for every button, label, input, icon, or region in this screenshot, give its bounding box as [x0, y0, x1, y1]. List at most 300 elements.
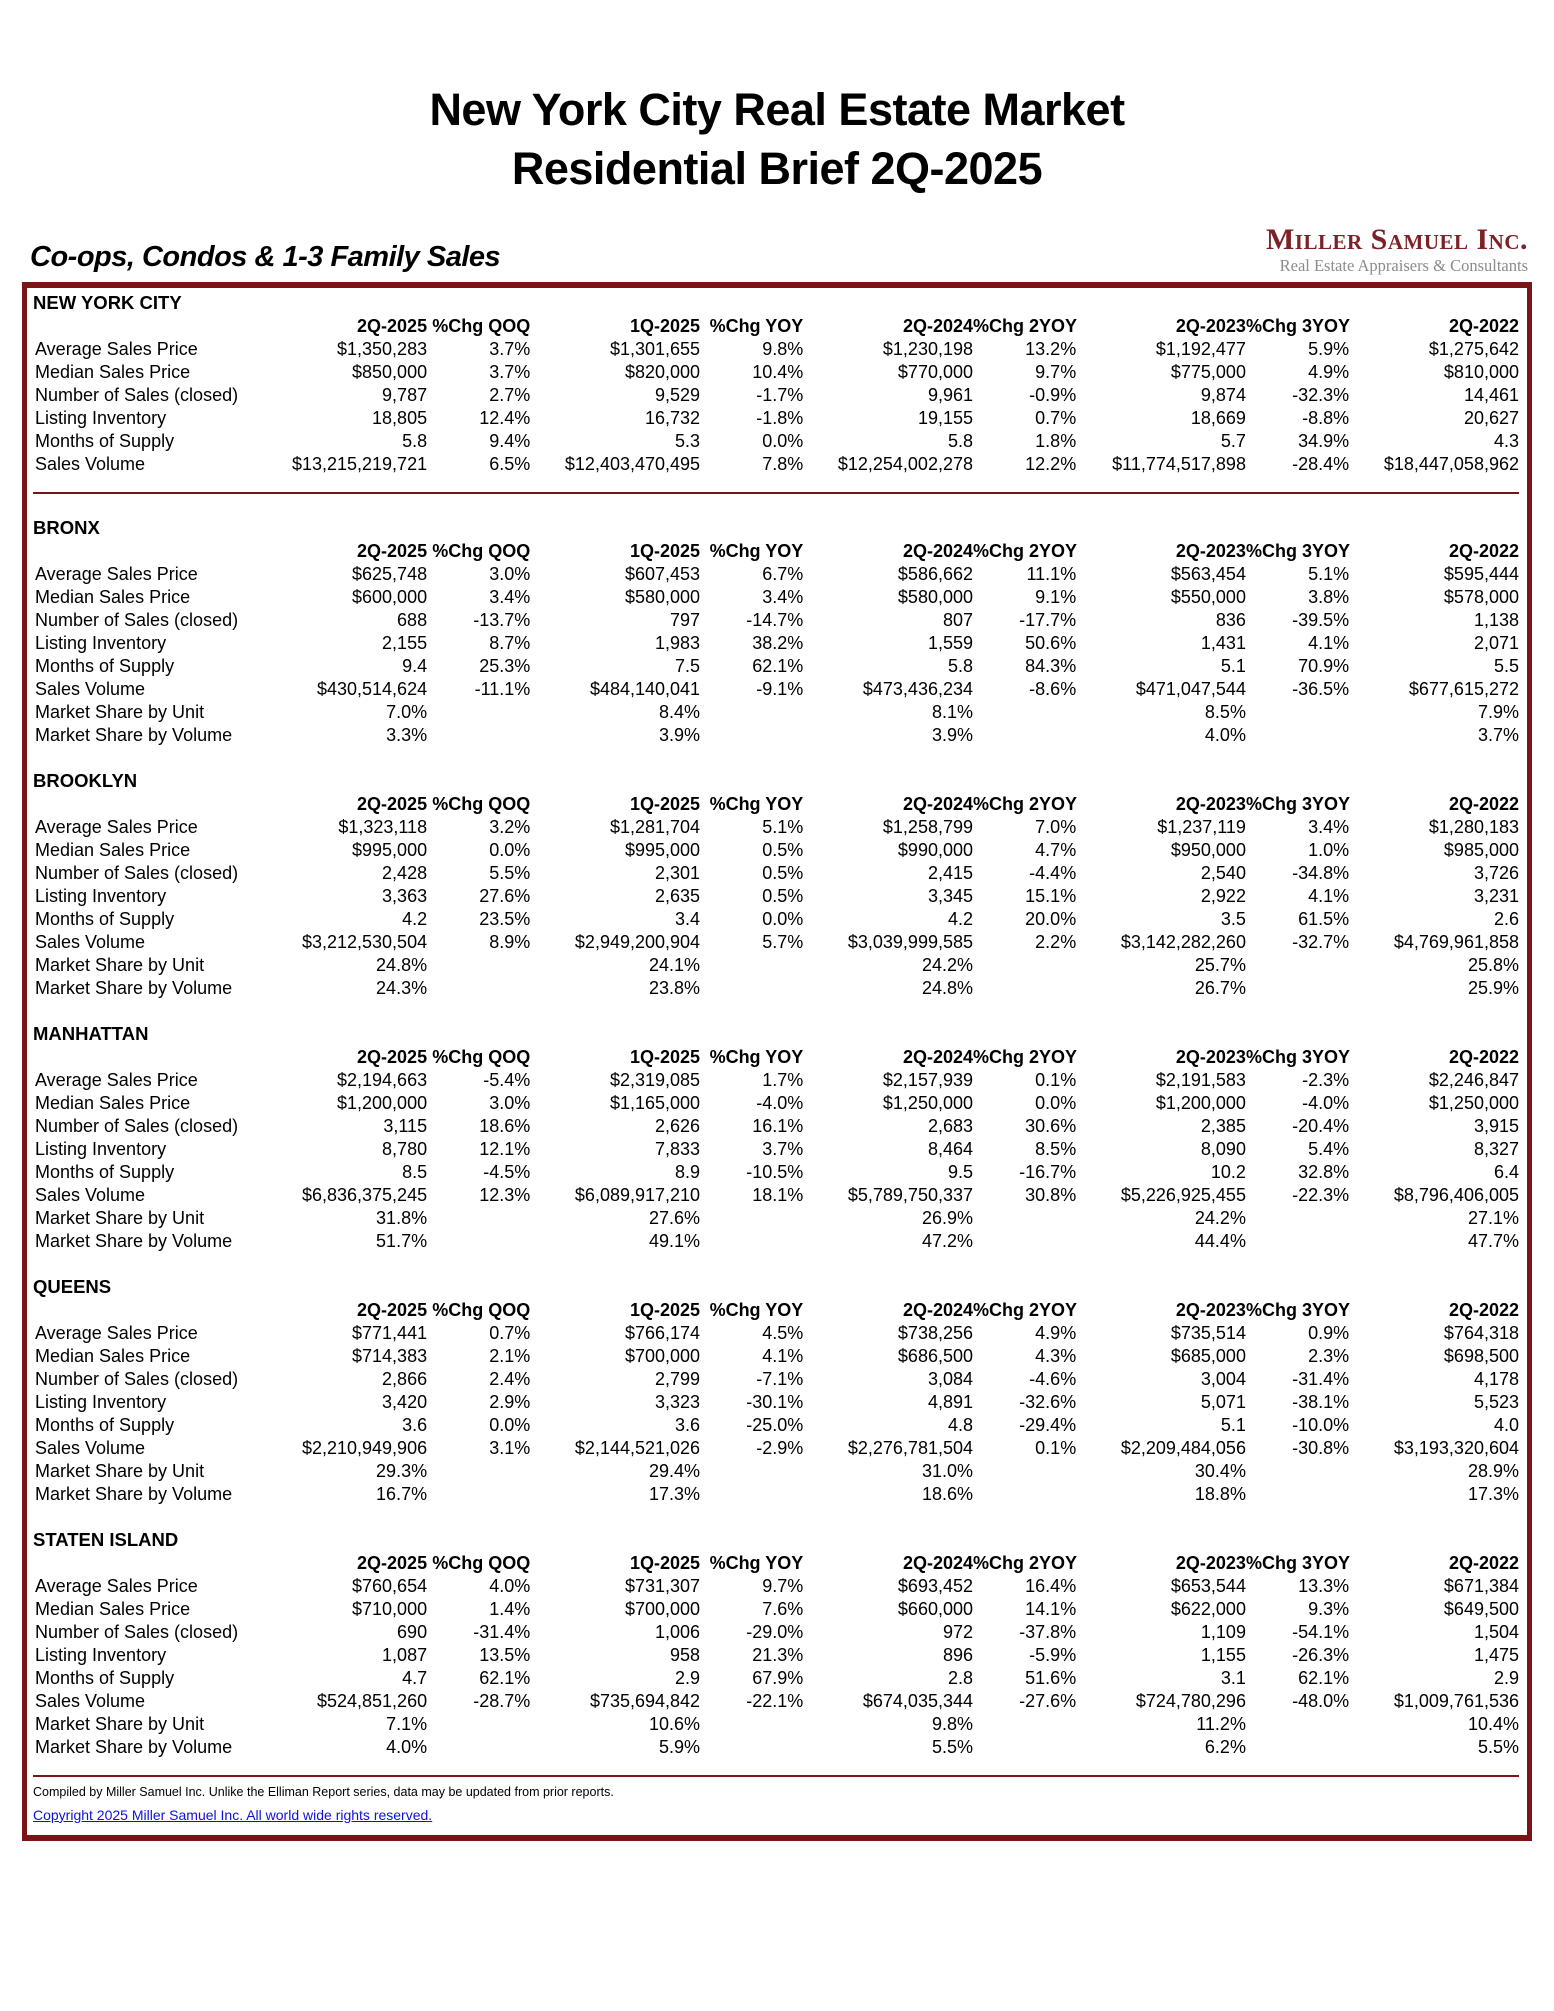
- cell: 0.0%: [489, 839, 531, 860]
- table-row: [33, 1621, 1519, 1644]
- cell: [700, 701, 803, 724]
- cell: 8.7%: [489, 632, 531, 653]
- report-footer: [33, 1775, 1519, 1825]
- cell: 4,891: [927, 1391, 973, 1412]
- cell: 24.1%: [649, 954, 701, 975]
- cell: 4.1%: [1308, 632, 1350, 653]
- column-header-row: [33, 540, 1519, 563]
- cell: $995,000: [624, 839, 701, 860]
- column-header: 1Q-2025: [629, 1299, 701, 1320]
- table-row: [33, 586, 1519, 609]
- row-label: Market Share by Volume: [35, 1230, 233, 1251]
- row-label: Average Sales Price: [35, 1322, 198, 1343]
- cell: 3.8%: [1308, 586, 1350, 607]
- table-row: [33, 1184, 1519, 1207]
- cell: 2.9: [1493, 1667, 1519, 1688]
- cell: $1,009,761,536: [1393, 1690, 1519, 1711]
- cell: $677,615,272: [1408, 678, 1519, 699]
- cell: 3,915: [1473, 1115, 1519, 1136]
- cell: $990,000: [897, 839, 973, 860]
- cell: $471,047,544: [1135, 678, 1246, 699]
- cell: $563,454: [1170, 563, 1246, 584]
- cell: 4.9%: [1035, 1322, 1077, 1343]
- cell: 5.3: [675, 430, 701, 451]
- cell: 1,431: [1200, 632, 1246, 653]
- cell: [700, 977, 803, 1000]
- row-label: Sales Volume: [35, 931, 146, 952]
- row-label: Months of Supply: [35, 908, 175, 929]
- cell: [973, 977, 1076, 1000]
- cell: 9.3%: [1308, 1598, 1350, 1619]
- column-header: 2Q-2022: [1448, 540, 1519, 561]
- cell: $693,452: [897, 1575, 973, 1596]
- cell: 1,138: [1473, 609, 1519, 630]
- cell: 8.5%: [1035, 1138, 1077, 1159]
- corner-cell: [33, 315, 257, 338]
- cell: -28.4%: [1292, 453, 1350, 474]
- cell: 5.1%: [1308, 563, 1350, 584]
- cell: [973, 724, 1076, 747]
- table-row: [33, 453, 1519, 476]
- cell: 1.0%: [1308, 839, 1350, 860]
- cell: $2,246,847: [1428, 1069, 1519, 1090]
- cell: -14.7%: [746, 609, 804, 630]
- cell: -9.1%: [756, 678, 804, 699]
- cell: 29.4%: [649, 1460, 701, 1481]
- column-header: %Chg 2YOY: [973, 540, 1078, 561]
- column-header: %Chg 3YOY: [1245, 1299, 1350, 1320]
- section-brooklyn: [33, 769, 1519, 1000]
- corner-cell: [33, 1046, 257, 1069]
- corner-cell: [33, 793, 257, 816]
- cell: $1,192,477: [1155, 338, 1246, 359]
- cell: 3.3%: [386, 724, 428, 745]
- table-row: [33, 632, 1519, 655]
- cell: -8.8%: [1302, 407, 1350, 428]
- column-header: %Chg YOY: [709, 540, 804, 561]
- cell: $770,000: [897, 361, 973, 382]
- column-header: 1Q-2025: [629, 315, 701, 336]
- cell: 0.7%: [1035, 407, 1077, 428]
- cell: 0.5%: [762, 885, 804, 906]
- cell: 18.6%: [921, 1483, 973, 1504]
- cell: -17.7%: [1019, 609, 1077, 630]
- cell: 836: [1215, 609, 1246, 630]
- row-label: Number of Sales (closed): [35, 384, 239, 405]
- cell: 4.8: [947, 1414, 973, 1435]
- cell: $995,000: [352, 839, 428, 860]
- cell: $1,200,000: [1155, 1092, 1246, 1113]
- row-label: Market Share by Volume: [35, 1483, 233, 1504]
- cell: [427, 1207, 530, 1230]
- table-row: [33, 563, 1519, 586]
- cell: 2.3%: [1308, 1345, 1350, 1366]
- cell: 2,415: [927, 862, 973, 883]
- cell: 24.8%: [376, 954, 428, 975]
- cell: -8.6%: [1029, 678, 1077, 699]
- cell: [973, 1460, 1076, 1483]
- table-row: [33, 1713, 1519, 1736]
- table-row: [33, 1575, 1519, 1598]
- cell: $700,000: [624, 1345, 701, 1366]
- cell: 2,428: [382, 862, 428, 883]
- section-title: STATEN ISLAND: [33, 1528, 179, 1550]
- section-title: QUEENS: [33, 1275, 112, 1297]
- cell: $1,258,799: [882, 816, 973, 837]
- cell: $1,237,119: [1157, 816, 1246, 837]
- cell: 2.9%: [489, 1391, 531, 1412]
- cell: 5.1%: [762, 816, 804, 837]
- cell: 0.0%: [762, 908, 804, 929]
- cell: $685,000: [1170, 1345, 1246, 1366]
- cell: 9.1%: [1035, 586, 1077, 607]
- table-row: [33, 954, 1519, 977]
- cell: 4.1%: [762, 1345, 804, 1366]
- cell: 13.2%: [1025, 338, 1077, 359]
- cell: 896: [942, 1644, 973, 1665]
- column-header: %Chg 2YOY: [973, 793, 1078, 814]
- cell: 3.4%: [1308, 816, 1350, 837]
- corner-cell: [33, 1299, 257, 1322]
- row-label: Number of Sales (closed): [35, 1115, 239, 1136]
- cell: 0.5%: [762, 862, 804, 883]
- cell: $595,444: [1443, 563, 1519, 584]
- cell: -1.8%: [756, 407, 804, 428]
- cell: 5.4%: [1308, 1138, 1350, 1159]
- cell: 17.3%: [1467, 1483, 1519, 1504]
- cell: $686,500: [897, 1345, 973, 1366]
- cell: 25.8%: [1467, 954, 1519, 975]
- cell: 5.9%: [659, 1736, 701, 1757]
- cell: 8,090: [1200, 1138, 1246, 1159]
- footnote: Compiled by Miller Samuel Inc. Unlike the Elliman Report series, data may be updated from prior reports.: [33, 1784, 614, 1799]
- row-label: Market Share by Unit: [35, 1713, 205, 1734]
- row-label: Sales Volume: [35, 453, 146, 474]
- cell: 3,084: [927, 1368, 973, 1389]
- table-row: [33, 1092, 1519, 1115]
- cell: 4.9%: [1308, 361, 1350, 382]
- cell: $580,000: [897, 586, 973, 607]
- cell: 3.5: [1220, 908, 1246, 929]
- cell: [700, 1460, 803, 1483]
- cell: 2,071: [1473, 632, 1519, 653]
- cell: [973, 1207, 1076, 1230]
- cell: 14,461: [1463, 384, 1519, 405]
- table-row: [33, 1161, 1519, 1184]
- cell: 9.7%: [762, 1575, 804, 1596]
- row-label: Median Sales Price: [35, 361, 191, 382]
- cell: 24.2%: [921, 954, 973, 975]
- row-label: Listing Inventory: [35, 632, 167, 653]
- column-header: %Chg 2YOY: [973, 315, 1078, 336]
- cell: 5.1: [1220, 1414, 1246, 1435]
- column-header-row: [33, 793, 1519, 816]
- cell: 1.7%: [762, 1069, 804, 1090]
- corner-cell: [33, 1552, 257, 1575]
- section-bronx: [33, 516, 1519, 747]
- cell: $771,441: [352, 1322, 428, 1343]
- cell: 688: [397, 609, 428, 630]
- row-label: Sales Volume: [35, 1437, 146, 1458]
- cell: 0.1%: [1035, 1069, 1077, 1090]
- column-header: %Chg 3YOY: [1245, 1046, 1350, 1067]
- cell: [427, 954, 530, 977]
- row-label: Market Share by Unit: [35, 1460, 205, 1481]
- cell: 44.4%: [1194, 1230, 1246, 1251]
- subhead-row: [0, 198, 1554, 282]
- cell: 13.3%: [1298, 1575, 1350, 1596]
- cell: -32.3%: [1292, 384, 1350, 405]
- cell: $3,193,320,604: [1393, 1437, 1519, 1458]
- row-label: Median Sales Price: [35, 1598, 191, 1619]
- cell: 5.8: [947, 430, 973, 451]
- column-header: %Chg QOQ: [432, 1046, 531, 1067]
- cell: 9,874: [1200, 384, 1246, 405]
- cell: 6.5%: [489, 453, 531, 474]
- cell: $8,796,406,005: [1393, 1184, 1519, 1205]
- cell: 23.8%: [649, 977, 701, 998]
- table-row: [33, 931, 1519, 954]
- cell: 3.7%: [489, 338, 531, 359]
- cell: -0.9%: [1029, 384, 1077, 405]
- cell: 19,155: [917, 407, 973, 428]
- column-header: %Chg YOY: [709, 1046, 804, 1067]
- cell: $600,000: [352, 586, 428, 607]
- column-header: %Chg 3YOY: [1245, 315, 1350, 336]
- column-header: 1Q-2025: [629, 1552, 701, 1573]
- cell: 0.9%: [1308, 1322, 1350, 1343]
- table-row: [33, 1345, 1519, 1368]
- table-row: [33, 1644, 1519, 1667]
- cell: 4.3%: [1035, 1345, 1077, 1366]
- cell: 3.0%: [489, 563, 531, 584]
- copyright-link[interactable]: Copyright 2025 Miller Samuel Inc. All world wide rights reserved.: [33, 1806, 433, 1823]
- cell: -39.5%: [1292, 609, 1350, 630]
- cell: 2,683: [927, 1115, 973, 1136]
- cell: 6.2%: [1204, 1736, 1246, 1757]
- row-label: Market Share by Unit: [35, 1207, 205, 1228]
- cell: -30.1%: [746, 1391, 804, 1412]
- row-label: Months of Supply: [35, 655, 175, 676]
- column-header: %Chg 2YOY: [973, 1046, 1078, 1067]
- cell: 25.9%: [1467, 977, 1519, 998]
- cell: $1,200,000: [337, 1092, 428, 1113]
- row-label: Number of Sales (closed): [35, 862, 239, 883]
- cell: $1,323,118: [338, 816, 428, 837]
- cell: 84.3%: [1025, 655, 1077, 676]
- table-row: [33, 1207, 1519, 1230]
- cell: 30.4%: [1194, 1460, 1246, 1481]
- table-row: [33, 1736, 1519, 1759]
- cell: 3.4%: [762, 586, 804, 607]
- column-header: %Chg 3YOY: [1245, 540, 1350, 561]
- cell: $5,789,750,337: [847, 1184, 973, 1205]
- cell: 7.0%: [1035, 816, 1077, 837]
- cell: [700, 1713, 803, 1736]
- row-label: Market Share by Unit: [35, 701, 205, 722]
- cell: $760,654: [352, 1575, 428, 1596]
- cell: 4.1%: [1308, 885, 1350, 906]
- cell: $2,276,781,504: [847, 1437, 973, 1458]
- cell: -20.4%: [1292, 1115, 1350, 1136]
- cell: $3,142,282,260: [1120, 931, 1246, 952]
- cell: 12.1%: [479, 1138, 531, 1159]
- cell: $671,384: [1443, 1575, 1519, 1596]
- column-header: 2Q-2025: [357, 1046, 428, 1067]
- cell: 2,922: [1200, 885, 1246, 906]
- row-label: Average Sales Price: [35, 563, 198, 584]
- logo-tagline: Real Estate Appraisers & Consultants: [1279, 255, 1528, 275]
- cell: 47.7%: [1467, 1230, 1519, 1251]
- cell: 18,805: [372, 407, 428, 428]
- cell: 4.7: [402, 1667, 428, 1688]
- cell: 5.5%: [1477, 1736, 1519, 1757]
- cell: 24.3%: [376, 977, 428, 998]
- cell: -4.6%: [1029, 1368, 1077, 1389]
- cell: -31.4%: [473, 1621, 531, 1642]
- table-row: [33, 816, 1519, 839]
- cell: $1,301,655: [609, 338, 701, 359]
- row-label: Average Sales Price: [35, 338, 198, 359]
- cell: $5,226,925,455: [1120, 1184, 1246, 1205]
- column-header: %Chg 3YOY: [1245, 1552, 1350, 1573]
- cell: $660,000: [897, 1598, 973, 1619]
- cell: 10.4%: [752, 361, 804, 382]
- cell: 26.7%: [1194, 977, 1246, 998]
- section-new-york-city: [33, 291, 1519, 494]
- row-label: Market Share by Unit: [35, 954, 205, 975]
- cell: 8,327: [1473, 1138, 1519, 1159]
- cell: 2,866: [382, 1368, 428, 1389]
- cell: 13.5%: [479, 1644, 531, 1665]
- page-title: [0, 80, 1554, 198]
- metrics-table: [33, 1046, 1519, 1253]
- cell: $580,000: [624, 586, 701, 607]
- cell: [1246, 701, 1349, 724]
- cell: 2.2%: [1035, 931, 1077, 952]
- cell: 25.3%: [479, 655, 531, 676]
- table-row: [33, 1368, 1519, 1391]
- column-header: 2Q-2024: [902, 315, 973, 336]
- cell: -1.7%: [756, 384, 804, 405]
- row-label: Median Sales Price: [35, 586, 191, 607]
- cell: 5.7: [1220, 430, 1246, 451]
- cell: 0.1%: [1035, 1437, 1077, 1458]
- cell: 1,559: [927, 632, 973, 653]
- cell: 62.1%: [479, 1667, 531, 1688]
- table-row: [33, 1460, 1519, 1483]
- cell: 9.4: [402, 655, 428, 676]
- table-row: [33, 361, 1519, 384]
- cell: 7.0%: [386, 701, 428, 722]
- cell: $731,307: [624, 1575, 701, 1596]
- cell: 3.0%: [489, 1092, 531, 1113]
- cell: 31.0%: [921, 1460, 973, 1481]
- column-header: 2Q-2025: [357, 1299, 428, 1320]
- cell: 9.4%: [489, 430, 531, 451]
- cell: 1.8%: [1035, 430, 1077, 451]
- metrics-table: [33, 1299, 1519, 1506]
- cell: $622,000: [1170, 1598, 1246, 1619]
- cell: 27.6%: [649, 1207, 701, 1228]
- cell: 0.5%: [762, 839, 804, 860]
- cell: 5.8: [947, 655, 973, 676]
- cell: 1.4%: [489, 1598, 531, 1619]
- cell: 31.8%: [376, 1207, 428, 1228]
- cell: -11.1%: [474, 678, 531, 699]
- cell: [427, 1713, 530, 1736]
- column-header: 2Q-2025: [357, 540, 428, 561]
- cell: $2,157,939: [882, 1069, 973, 1090]
- cell: -5.9%: [1029, 1644, 1077, 1665]
- cell: $738,256: [897, 1322, 973, 1343]
- cell: 29.3%: [376, 1460, 428, 1481]
- cell: $674,035,344: [862, 1690, 973, 1711]
- cell: $1,281,704: [609, 816, 701, 837]
- cell: 3.1%: [489, 1437, 531, 1458]
- cell: -38.1%: [1292, 1391, 1350, 1412]
- column-header: 2Q-2023: [1175, 1552, 1246, 1573]
- cell: $12,403,470,495: [564, 453, 701, 474]
- cell: [973, 701, 1076, 724]
- cell: -26.3%: [1292, 1644, 1350, 1665]
- cell: -32.6%: [1019, 1391, 1077, 1412]
- cell: 61.5%: [1298, 908, 1350, 929]
- cell: [427, 1736, 530, 1759]
- table-row: [33, 1598, 1519, 1621]
- row-label: Number of Sales (closed): [35, 1621, 239, 1642]
- cell: 5.7%: [762, 931, 804, 952]
- column-header: 2Q-2024: [902, 1552, 973, 1573]
- column-header-row: [33, 1046, 1519, 1069]
- cell: $649,500: [1443, 1598, 1519, 1619]
- cell: $11,774,517,898: [1112, 453, 1246, 474]
- cell: 18.8%: [1194, 1483, 1246, 1504]
- cell: 3.1: [1220, 1667, 1246, 1688]
- cell: $1,350,283: [337, 338, 428, 359]
- cell: 5.9%: [1308, 338, 1350, 359]
- cell: 49.1%: [649, 1230, 701, 1251]
- cell: $1,275,642: [1428, 338, 1519, 359]
- cell: $1,280,183: [1428, 816, 1519, 837]
- cell: 797: [670, 609, 701, 630]
- column-header: 2Q-2022: [1448, 1299, 1519, 1320]
- column-header: 2Q-2022: [1448, 793, 1519, 814]
- cell: 7,833: [655, 1138, 701, 1159]
- cell: 34.9%: [1298, 430, 1350, 451]
- cell: $578,000: [1443, 586, 1519, 607]
- cell: 5,523: [1473, 1391, 1519, 1412]
- cell: 9,961: [927, 384, 973, 405]
- cell: 3,726: [1473, 862, 1519, 883]
- cell: -13.7%: [473, 609, 531, 630]
- cell: $2,949,200,904: [574, 931, 701, 952]
- cell: 1,006: [655, 1621, 701, 1642]
- cell: 2.9: [675, 1667, 701, 1688]
- cell: 972: [942, 1621, 973, 1642]
- table-row: [33, 678, 1519, 701]
- cell: 10.2: [1210, 1161, 1246, 1182]
- cell: -34.8%: [1292, 862, 1350, 883]
- cell: 47.2%: [921, 1230, 973, 1251]
- cell: -31.4%: [1292, 1368, 1350, 1389]
- column-header: 2Q-2023: [1175, 1046, 1246, 1067]
- cell: 12.4%: [479, 407, 531, 428]
- cell: $735,514: [1170, 1322, 1246, 1343]
- cell: 10.6%: [649, 1713, 701, 1734]
- table-row: [33, 862, 1519, 885]
- column-header: 2Q-2023: [1175, 540, 1246, 561]
